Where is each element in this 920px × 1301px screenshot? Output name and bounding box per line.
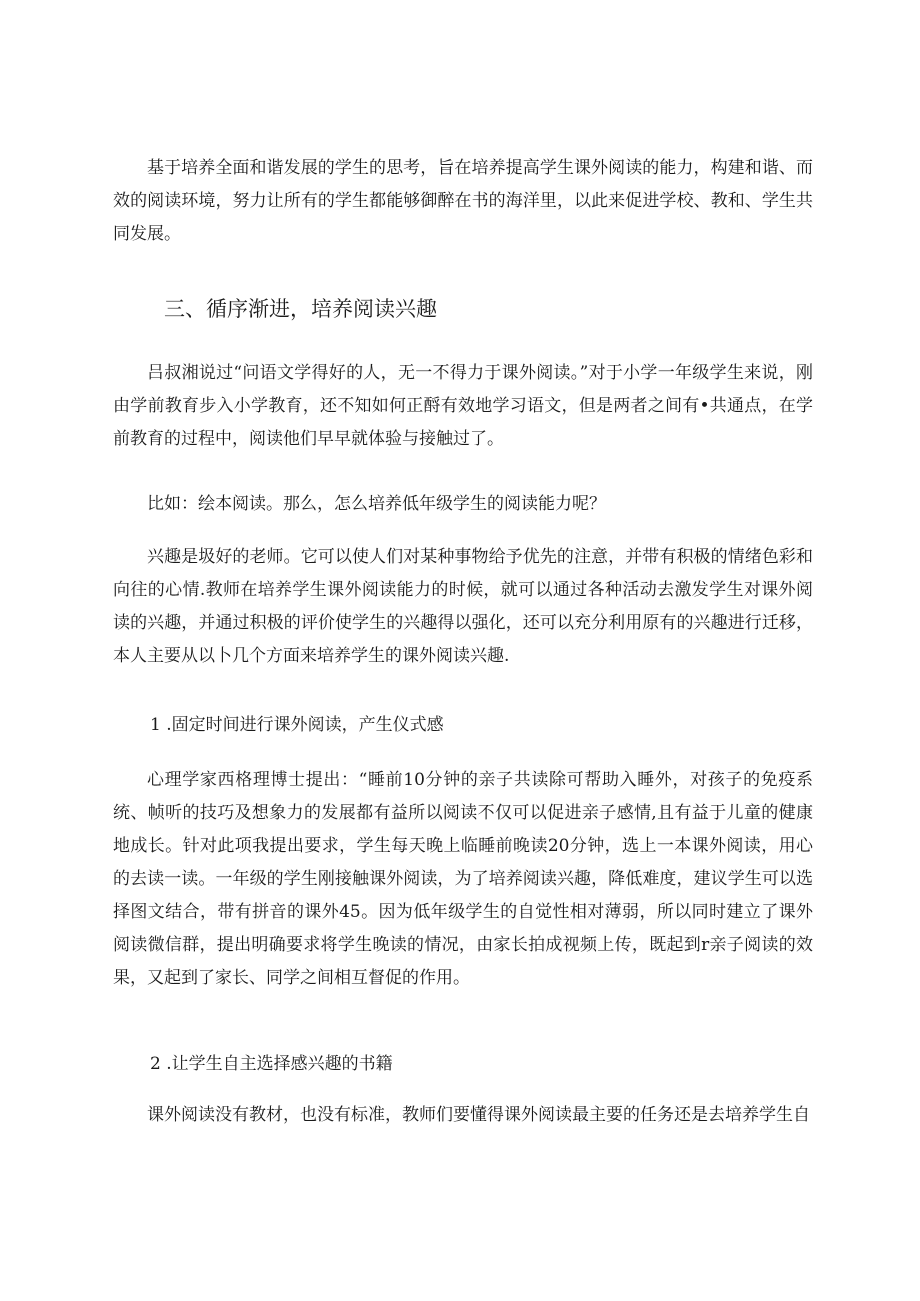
paragraph-choice: 课外阅读没有教材，也没有标准，教师们要懂得课外阅读最主要的任务还是去培养学生自	[147, 1105, 810, 1125]
paragraph-fixed-time: 心理学家西格理博士提出：“睡前10分钟的亲子共读除可帮助入睡外，对孩子的免疫系统、帧听的技巧及想象力的发展都有益所以阅读不仅可以促进亲子感情,且有益于儿童的健康地成长。针对此项我提出要求，学生每天晚上临睡前晚读20分钟，选上一本课外阅读，用心的去读一读。一年级的学生刚接触课外阅读，为了培养阅读兴趣，降低难度，建议学生可以选择图文结合，带有拼音的课外45。因为低年级学生的自觉性相对薄弱，所以同时建立了课外阅读微信群，提出明确要求将学生晚读的情况，由家长拍成视频上传，既起到r亲子阅读的效果，又起到了家长、同学之间相互督促的作用。	[113, 770, 813, 988]
paragraph-intro: 基于培养全面和谐发展的学生的思考，旨在培养提高学生课外阅读的能力，构建和谐、而效的阅读环境，努力让所有的学生都能够御醉在书的海洋里，以此来促进学校、教和、学生共同发展。	[113, 158, 813, 244]
paragraph-example: 比如：绘本阅读。那么，怎么培养低年级学生的阅读能力呢？	[147, 494, 606, 514]
paragraph-interest: 兴趣是圾好的老师。它可以使人们对某种事物给予优先的注意，并带有积极的情绪色彩和向往的心情.教师在培养学生课外阅读能力的时候，就可以通过各种活动去激发学生对课外阅读的兴趣，并通过积极的评价使学生的兴趣得以强化，还可以充分利用原有的兴趣进行迁移，本人主要从以卜几个方面来培养学生的课外阅读兴趣.	[113, 547, 813, 666]
subheading-2: 2 .让学生自主选择感兴趣的书籍	[150, 1054, 393, 1074]
paragraph-quote: 吕叔湘说过“问语文学得好的人，无一不得力于课外阅读。”对于小学一年级学生来说，刚由学前教育步入小学教育，还不知如何正酹有效地学习语文，但是两者之间有•共通点，在学前教育的过程中，阅读他们早早就体验与接触过了。	[113, 363, 813, 449]
subheading-1: 1 .固定时间进行课外阅读，产生仪式感	[150, 715, 444, 735]
section-heading: 三、循序渐进，培养阅读兴趣	[164, 297, 437, 321]
